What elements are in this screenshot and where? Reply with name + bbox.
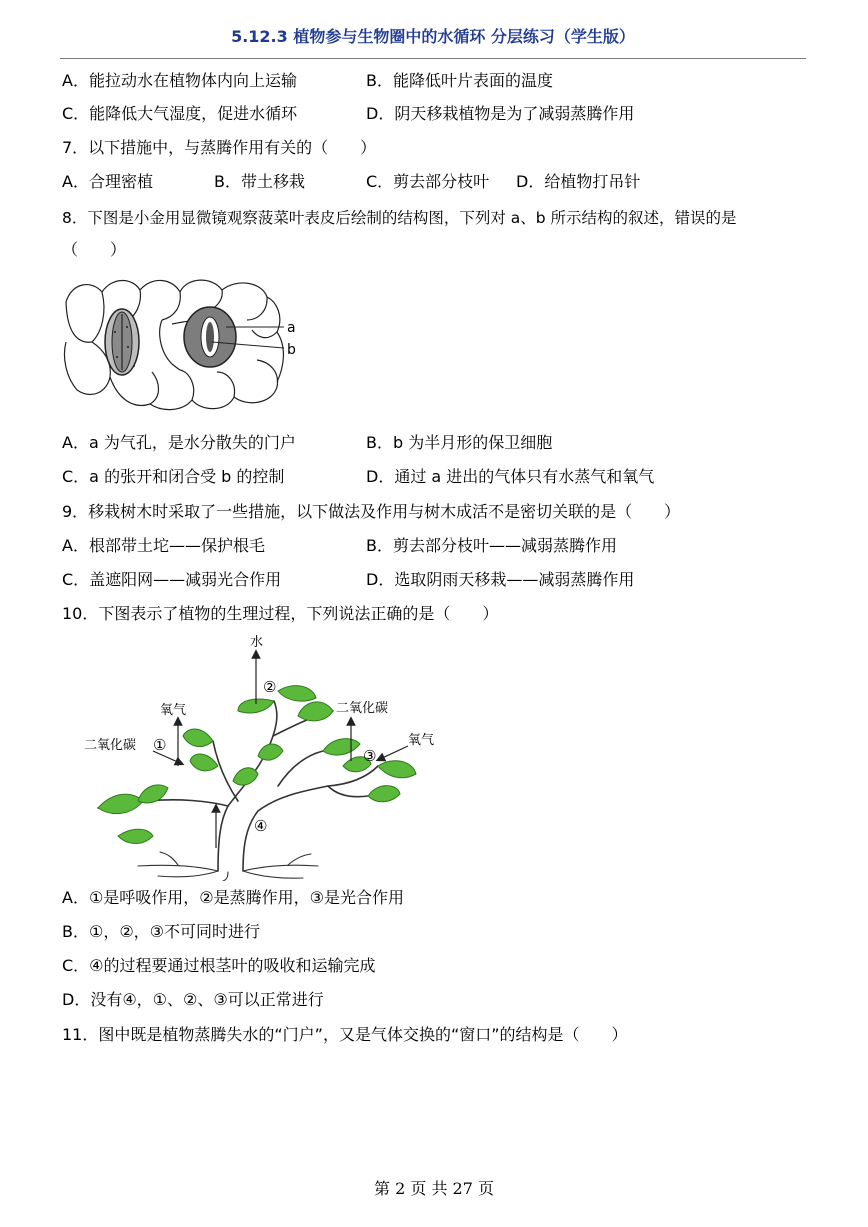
label-a: a <box>287 320 296 336</box>
q8-option-b: B．b 为半月形的保卫细胞 <box>366 433 553 452</box>
q7-option-b: B．带土移栽 <box>214 172 305 191</box>
label-b: b <box>287 342 296 358</box>
label-3: ③ <box>363 747 377 765</box>
q9-option-b: B．剪去部分枝叶——减弱蒸腾作用 <box>366 536 617 555</box>
q8-stem-bracket: （ ） <box>62 240 127 259</box>
page-footer: 第 2 页 共 27 页 <box>374 1179 494 1198</box>
q8-option-a: A．a 为气孔，是水分散失的门户 <box>62 433 296 452</box>
label-co2-right: 二氧化碳 <box>336 701 389 716</box>
q7-stem: 7．以下措施中，与蒸腾作用有关的（ ） <box>62 138 377 157</box>
plant-process-figure <box>78 626 458 881</box>
q8-option-d: D．通过 a 进出的气体只有水蒸气和氧气 <box>366 467 655 486</box>
q10-option-a: A．①是呼吸作用，②是蒸腾作用，③是光合作用 <box>62 888 404 907</box>
q10-option-d: D．没有④，①、②、③可以正常进行 <box>62 990 324 1009</box>
header-title: 5.12.3 植物参与生物圈中的水循环 分层练习（学生版） <box>231 27 635 46</box>
stomata-figure <box>62 272 310 414</box>
label-oxygen-left: 氧气 <box>160 703 187 718</box>
q6-option-b: B．能降低叶片表面的温度 <box>366 71 553 90</box>
q9-option-c: C．盖遮阳网——减弱光合作用 <box>62 570 282 589</box>
q6-option-c: C．能降低大气湿度，促进水循环 <box>62 104 298 123</box>
q11-stem: 11．图中既是植物蒸腾失水的“门户”，又是气体交换的“窗口”的结构是（ ） <box>62 1025 628 1044</box>
q10-option-c: C．④的过程要通过根茎叶的吸收和运输完成 <box>62 956 376 975</box>
q10-option-b: B．①，②，③不可同时进行 <box>62 922 261 941</box>
label-2: ② <box>263 678 277 696</box>
page-header <box>60 22 806 59</box>
q8-stem: 8．下图是小金用显微镜观察菠菜叶表皮后绘制的结构图，下列对 a、b 所示结构的叙述，错误的是 <box>62 209 737 227</box>
q6-option-d: D．阴天移栽植物是为了减弱蒸腾作用 <box>366 104 635 123</box>
q8-option-c: C．a 的张开和闭合受 b 的控制 <box>62 467 285 486</box>
q7-option-a: A．合理密植 <box>62 172 153 191</box>
q9-option-a: A．根部带土坨——保护根毛 <box>62 536 265 555</box>
q10-stem: 10．下图表示了植物的生理过程，下列说法正确的是（ ） <box>62 604 499 623</box>
q9-option-d: D．选取阴雨天移栽——减弱蒸腾作用 <box>366 570 635 589</box>
label-oxygen-right: 氧气 <box>408 733 435 748</box>
label-1: ① <box>153 736 167 754</box>
q9-stem: 9．移栽树木时采取了一些措施，以下做法及作用与树木成活不是密切关联的是（ ） <box>62 502 681 521</box>
label-co2-left: 二氧化碳 <box>84 738 137 753</box>
label-4: ④ <box>254 817 268 835</box>
label-water: 水 <box>250 635 264 650</box>
q7-option-d: D．给植物打吊针 <box>516 172 641 191</box>
q7-option-c: C．剪去部分枝叶 <box>366 172 490 191</box>
q6-option-a: A．能拉动水在植物体内向上运输 <box>62 71 297 90</box>
